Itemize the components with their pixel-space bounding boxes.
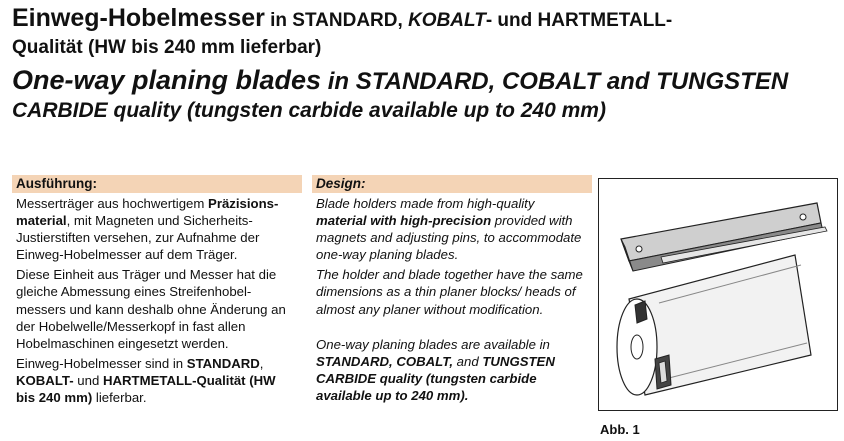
title-en-line2: CARBIDE quality (tungsten carbide available up to 240 mm): [12, 99, 606, 122]
german-paragraph-2: Diese Einheit aus Träger und Messer hat die gleiche Abmessung eines Streifenhobel-messers und kann deshalb ohne Änderung an der Hobelwelle/Messerkopf in fast allen Hobelmaschinen eingesetzt werden.: [16, 267, 286, 351]
title-de-rest-1: in STANDARD,: [264, 10, 409, 31]
title-de-main: Einweg-Hobelmesser: [12, 4, 265, 32]
title-de-line2: Qualität (HW bis 240 mm lieferbar): [12, 37, 322, 58]
blade-illustration: [599, 179, 837, 410]
figure-caption: Abb. 1: [600, 422, 640, 437]
english-heading: Design:: [312, 175, 592, 193]
title-german: [12, 4, 838, 61]
title-en-rest: in STANDARD, COBALT and TUNGSTEN: [321, 68, 789, 95]
title-block: [12, 4, 838, 125]
english-paragraph-3: One-way planing blades are available in STANDARD, COBALT, and TUNGSTEN CARBIDE quality (tungsten carbide available up to 240 mm).: [316, 336, 555, 403]
english-paragraph-2: The holder and blade together have the same dimensions as a thin planer blocks/ heads of almost any planer without modification.: [316, 267, 583, 317]
title-de-rest-2: - und HARTMETALL-: [485, 10, 673, 31]
blade-illustration-figure: [598, 178, 838, 411]
german-paragraph-1: Messerträger aus hochwertigem Präzisions-material, mit Magneten und Sicherheits-Justierstiften versehen, zur Aufnahme der Einweg-Hobelmesser auf dem Träger.: [16, 196, 279, 263]
english-paragraph-1: Blade holders made from high-quality material with high-precision provided with magnets and adjusting pins, to accommodate one-way planing blades.: [316, 196, 582, 263]
title-english: [12, 65, 838, 125]
german-heading: Ausführung:: [12, 175, 302, 193]
english-column: [312, 175, 592, 407]
german-column: [12, 175, 302, 409]
german-paragraph-3: Einweg-Hobelmesser sind in STANDARD, KOBALT- und HARTMETALL-Qualität (HW bis 240 mm) lieferbar.: [16, 355, 276, 406]
title-en-main: One-way planing blades: [12, 65, 322, 95]
title-de-kobalt: KOBALT: [408, 10, 486, 31]
